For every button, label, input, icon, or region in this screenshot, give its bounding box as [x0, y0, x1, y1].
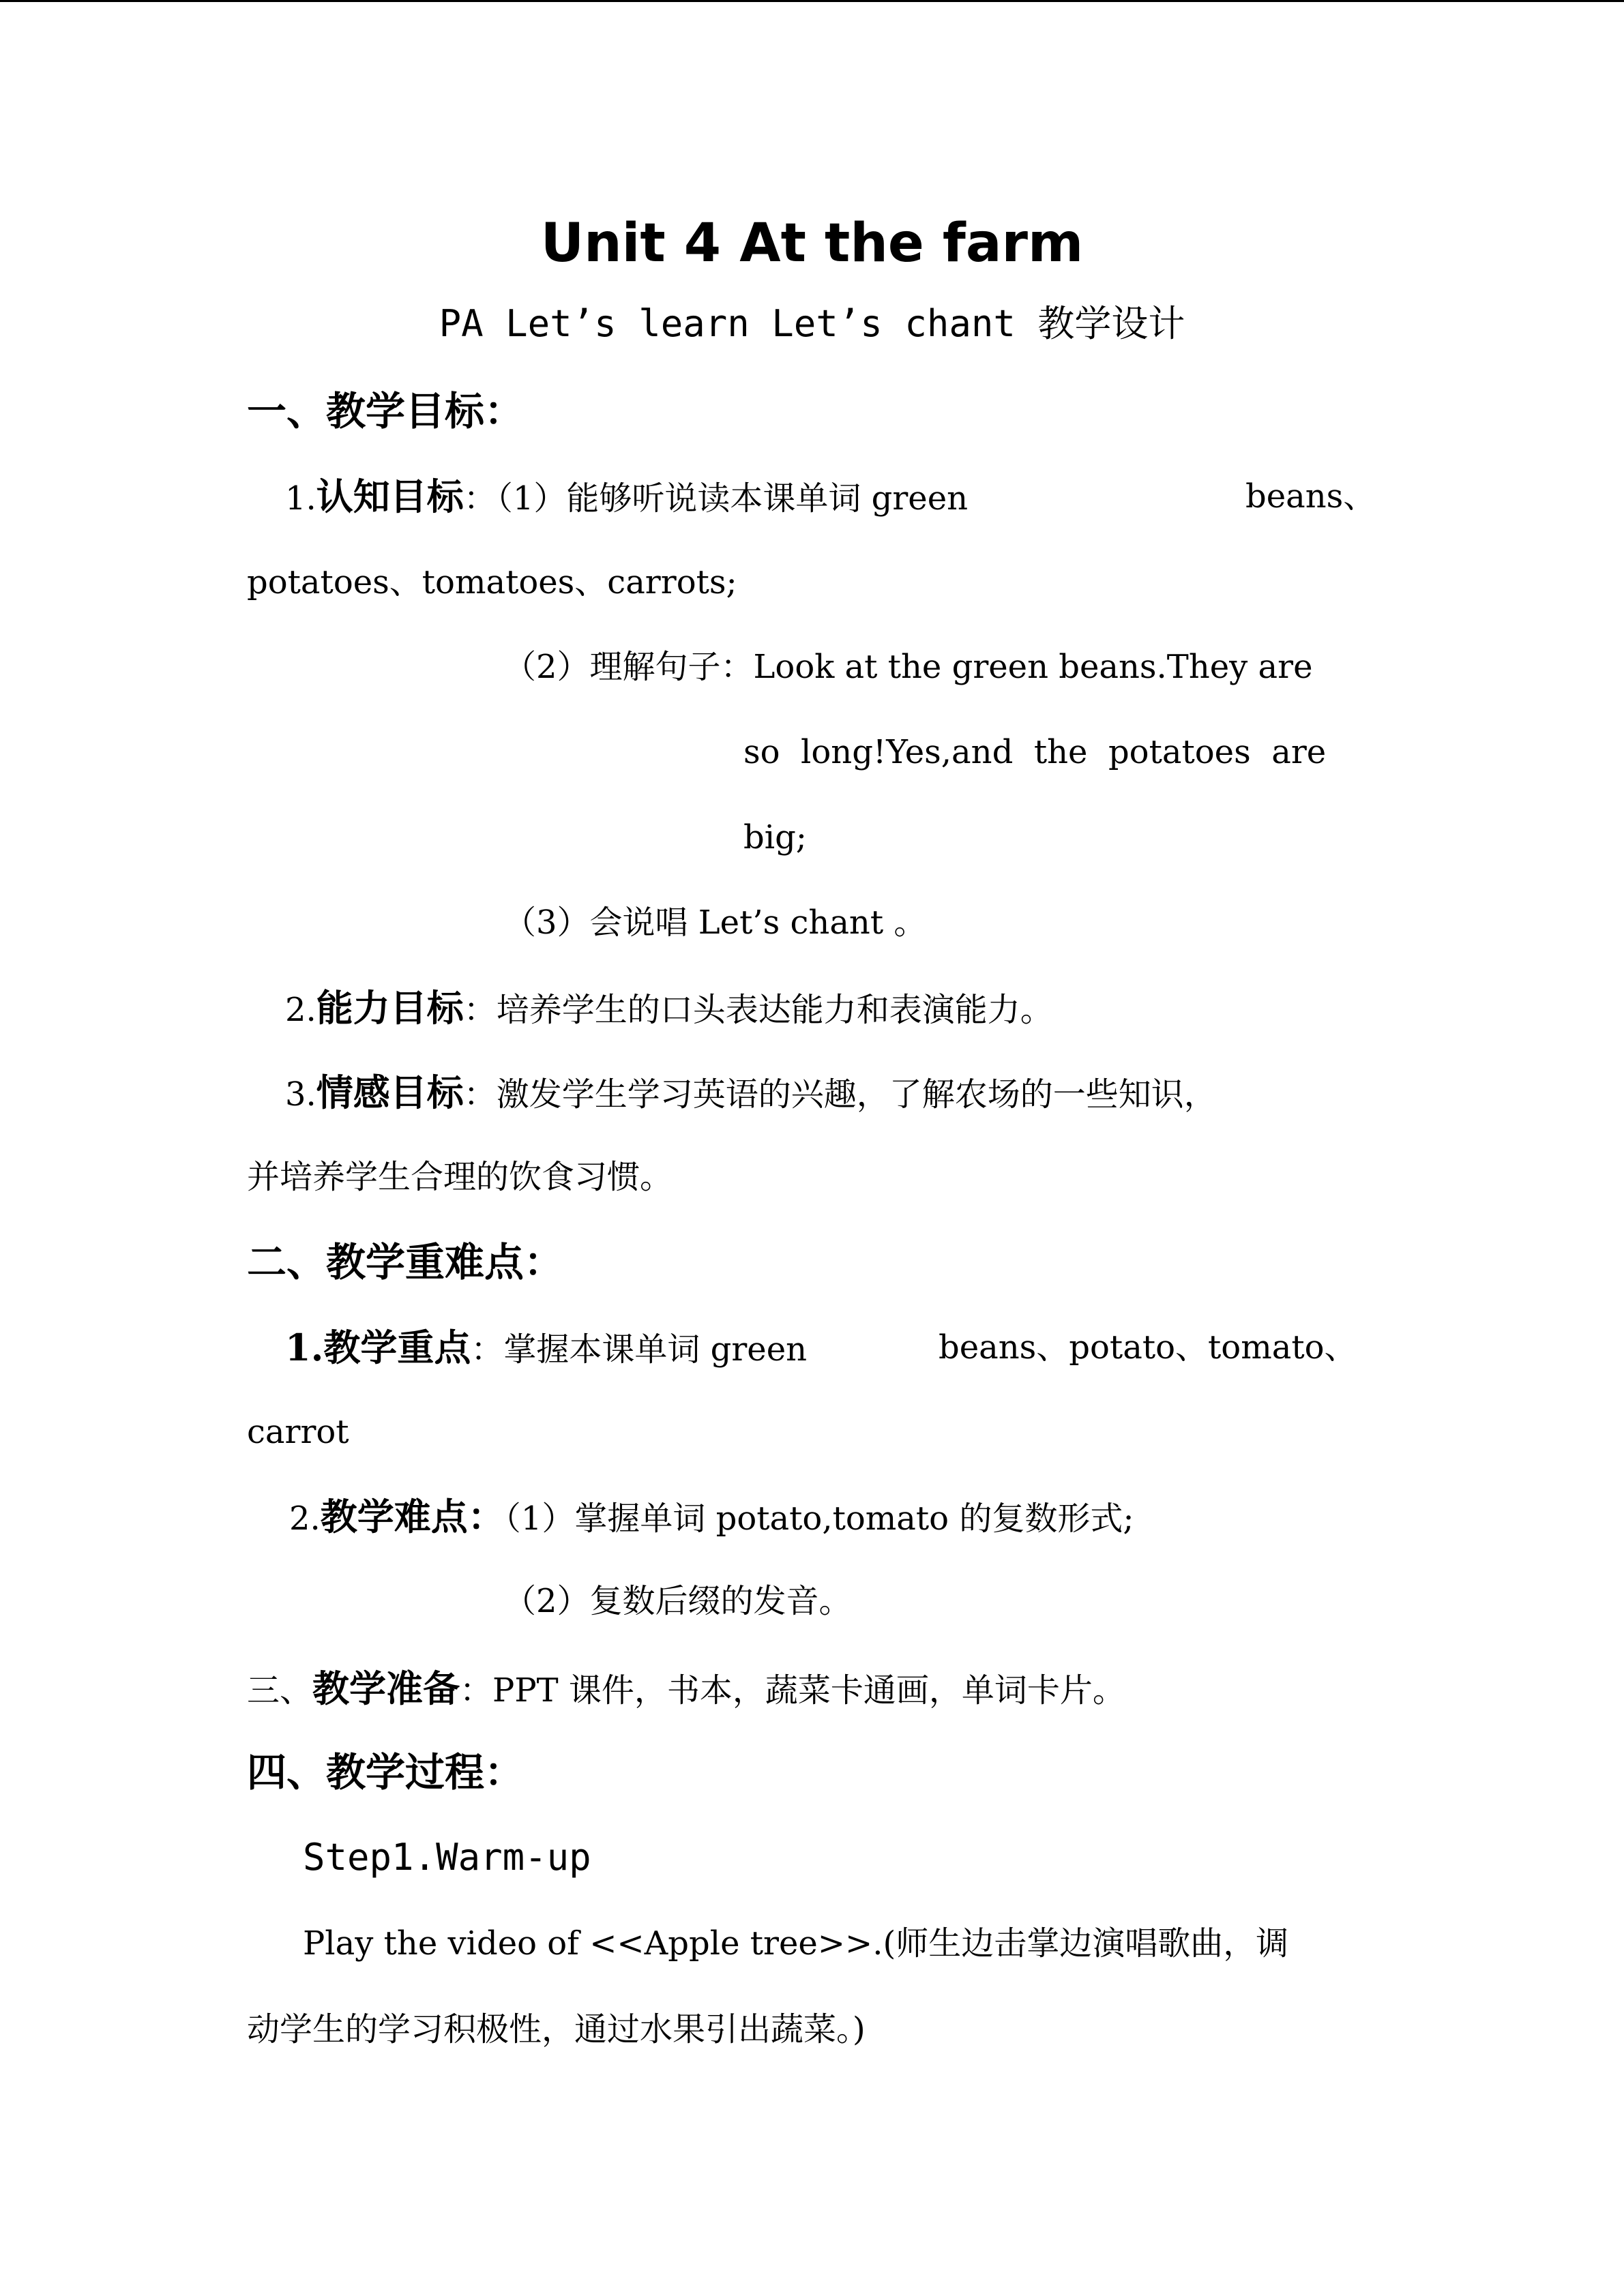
objective-text-wrap: potatoes、tomatoes、carrots;: [247, 563, 737, 601]
objective-number: 2.: [285, 991, 316, 1029]
difficult-point-number: 2.: [289, 1500, 321, 1538]
section2-heading: 二、教学重难点：: [247, 1239, 564, 1285]
key-point-wrap: carrot: [247, 1413, 349, 1451]
difficult-point-label: 教学难点：: [320, 1495, 505, 1538]
objective-emotion: [285, 1073, 1217, 1114]
objective-text: （1）能够听说读本课单词 green: [496, 479, 969, 518]
key-point: [285, 1328, 807, 1369]
key-point-text-continued: beans、potato、tomato、: [939, 1328, 1357, 1367]
section1-heading: 一、教学目标：: [247, 388, 525, 434]
objective-part2-line3: big;: [743, 818, 807, 856]
objective-cognitive: [285, 477, 968, 518]
document-title: Unit 4 At the farm: [540, 213, 1084, 274]
difficult-point: [289, 1497, 1134, 1538]
objective-emotion-wrap: 并培养学生合理的饮食习惯。: [247, 1158, 673, 1196]
objective-text: ：激发学生学习英语的兴趣，了解农场的一些知识，: [463, 1075, 1217, 1114]
key-point-number: 1.: [285, 1326, 324, 1369]
objective-number: 3.: [285, 1075, 316, 1114]
objective-part3: （3）会说唱 Let’s chant 。: [503, 904, 927, 942]
objective-text: ：培养学生的口头表达能力和表演能力。: [463, 991, 1053, 1029]
objective-label: 情感目标: [316, 1071, 464, 1114]
difficult-point-text: （1）掌握单词 potato,tomato 的复数形式;: [504, 1500, 1134, 1538]
section3-prefix: 三、: [247, 1671, 313, 1710]
objective-label: 能力目标: [316, 986, 464, 1030]
section3-text: ：PPT 课件，书本，蔬菜卡通画，单词卡片。: [460, 1671, 1125, 1710]
difficult-point-line2: （2）复数后缀的发音。: [503, 1582, 852, 1620]
objective-ability: [285, 986, 1053, 1030]
objective-part2-line1: （2）理解句子：Look at the green beans.They are: [503, 648, 1313, 686]
page-top-border: [0, 0, 1624, 2]
objective-text-continued: beans、: [1245, 477, 1376, 516]
document-subtitle: PA Let’s learn Let’s chant 教学设计: [439, 302, 1185, 345]
section3-label: 教学准备: [312, 1667, 460, 1710]
objective-number: 1.: [285, 479, 316, 518]
step1-line1: Play the video of <<Apple tree>>.(师生边击掌边演唱歌曲，调: [303, 1924, 1289, 1963]
key-point-label: 教学重点: [323, 1326, 471, 1369]
section3-preparation: [247, 1669, 1125, 1710]
objective-label: 认知目标: [316, 475, 464, 518]
objective-colon: ：: [463, 479, 497, 518]
objective-part2-line2: so long!Yes,and the potatoes are: [743, 733, 1327, 771]
section4-heading: 四、教学过程：: [247, 1749, 525, 1795]
step1-line2: 动学生的学习积极性，通过水果引出蔬菜。): [247, 2010, 866, 2048]
step1-title: Step1.Warm-up: [303, 1836, 591, 1879]
key-point-text: ：掌握本课单词 green: [471, 1330, 808, 1369]
